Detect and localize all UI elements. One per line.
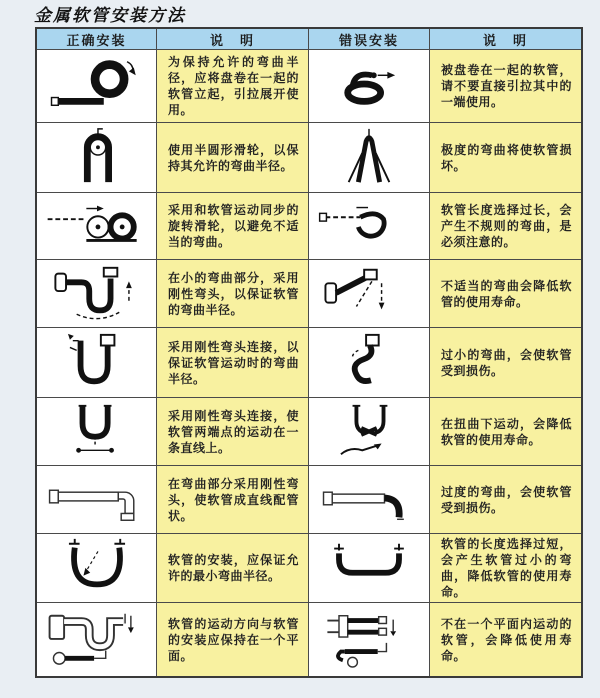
u-endpoints-inline-icon [42,400,152,464]
coiled-hose-pulled-icon [314,54,424,118]
rigid-elbow-small-bend-icon [42,262,152,326]
wrong-install-figure [309,603,430,676]
correct-install-description: 采用刚性弯头连接，以保证软管运动时的弯曲半径。 [157,328,309,398]
correct-install-figure [37,534,157,603]
correct-install-description: 软管的运动方向与软管的安装应保持在一个平面。 [157,603,309,676]
wrong-install-description: 过度的弯曲，会使软管受到损伤。 [430,466,581,534]
wrong-install-figure [309,193,430,260]
straight-rigid-elbow-icon [42,468,152,532]
wrong-install-figure [309,123,430,193]
wrong-install-description: 不在一个平面内运动的软管，会降低使用寿命。 [430,603,581,676]
wrong-install-figure [309,328,430,398]
correct-install-description: 在弯曲部分采用刚性弯头，使软管成直线配管状。 [157,466,309,534]
correct-install-description: 在小的弯曲部分，采用刚性弯头，以保证软管的弯曲半径。 [157,260,309,328]
single-plane-trap-icon [42,608,152,672]
page-title: 金属软管安装方法 [34,6,186,26]
coiled-hose-standing-icon [42,54,152,118]
too-short-flat-icon [314,536,424,600]
correct-install-description: 采用和软管运动同步的旋转滑轮，以避免不适当的弯曲。 [157,193,309,260]
wrong-install-description: 不适当的弯曲会降低软管的使用寿命。 [430,260,581,328]
excess-length-loop-icon [314,194,424,258]
wrong-install-description: 在扭曲下运动，会降低软管的使用寿命。 [430,398,581,466]
header-wrong-install: 错误安装 [309,29,430,50]
wrong-install-description: 过小的弯曲，会使软管受到损伤。 [430,328,581,398]
too-small-bend-s-icon [314,331,424,395]
correct-install-figure [37,328,157,398]
header-correct-install: 正确安装 [37,29,157,50]
wrong-install-description: 被盘卷在一起的软管，请不要直接引拉其中的一端使用。 [430,50,581,123]
wrong-install-figure [309,398,430,466]
u-twisted-icon [314,400,424,464]
extreme-bend-icon [314,126,424,190]
correct-install-figure [37,603,157,676]
correct-install-description: 软管的安装，应保证允许的最小弯曲半径。 [157,534,309,603]
out-of-plane-icon [314,608,424,672]
semicircular-pulley-icon [42,126,152,190]
correct-install-figure [37,123,157,193]
wrong-install-figure [309,466,430,534]
correct-install-figure [37,260,157,328]
overbent-end-icon [314,468,424,532]
correct-install-figure [37,466,157,534]
correct-install-description: 采用刚性弯头连接，使软管两端点的运动在一条直线上。 [157,398,309,466]
wrong-install-figure [309,50,430,123]
wrong-install-description: 极度的弯曲将使软管损坏。 [430,123,581,193]
installation-table [35,27,583,678]
wrong-install-figure [309,534,430,603]
rotating-pulleys-icon [42,194,152,258]
wrong-install-figure [309,260,430,328]
u-rigid-elbow-connect-icon [42,331,152,395]
correct-install-figure [37,50,157,123]
wrong-install-description: 软管的长度选择过短，会产生软管过小的弯曲，降低软管的使用寿命。 [430,534,581,603]
correct-install-figure [37,193,157,260]
correct-install-description: 为保持允许的弯曲半径，应将盘卷在一起的软管立起，引拉展开使用。 [157,50,309,123]
correct-install-description: 使用半圆形滑轮，以保持其允许的弯曲半径。 [157,123,309,193]
header-correct-desc: 说 明 [157,29,309,50]
correct-install-figure [37,398,157,466]
improper-bend-icon [314,262,424,326]
wrong-install-description: 软管长度选择过长，会产生不规则的弯曲，是必须注意的。 [430,193,581,260]
header-wrong-desc: 说 明 [430,29,581,50]
u-min-radius-icon [42,536,152,600]
